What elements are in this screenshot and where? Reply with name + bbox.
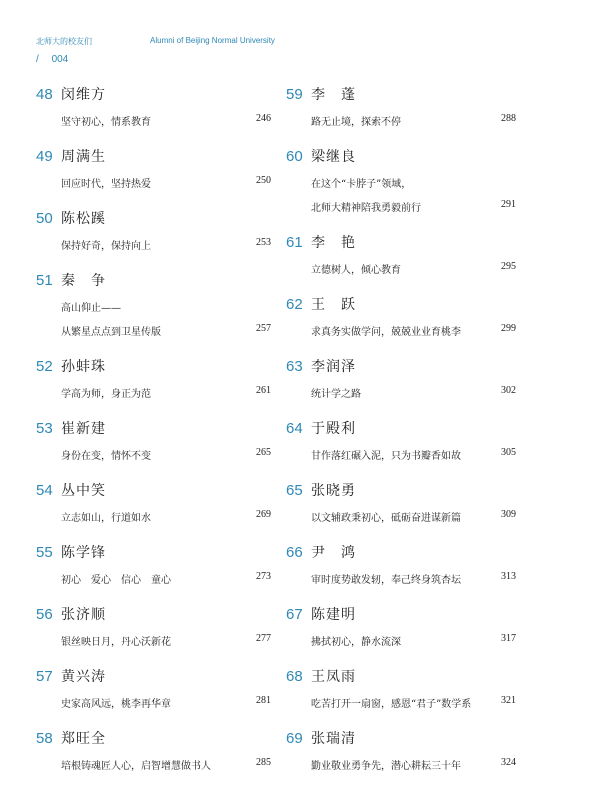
entry-title-line[interactable]	[61, 757, 271, 772]
entry-number: 57	[36, 668, 53, 685]
toc-entry[interactable]	[286, 84, 516, 146]
entry-number: 59	[286, 86, 303, 103]
entry-page-number: 299	[501, 323, 516, 334]
toc-entry[interactable]	[36, 666, 271, 728]
toc-entry[interactable]	[286, 232, 516, 294]
toc-entry[interactable]	[36, 604, 271, 666]
entry-heading	[286, 604, 516, 626]
page-number-value: 004	[51, 54, 69, 65]
entry-heading	[286, 294, 516, 316]
entry-page-number: 309	[501, 509, 516, 520]
entry-title-line[interactable]	[61, 695, 271, 710]
entry-author-name: 张晓勇	[311, 483, 356, 499]
entry-heading	[286, 666, 516, 688]
header-title-cn: 北师大的校友们	[36, 37, 92, 46]
entry-number: 63	[286, 358, 303, 375]
entry-heading	[36, 84, 271, 106]
entry-title: 北师大精神陪我勇毅前行	[311, 203, 421, 214]
entry-page-number: 291	[501, 199, 516, 210]
entry-heading	[36, 146, 271, 168]
entry-title: 史家高风远，桃李再华章	[61, 699, 171, 710]
entry-page-number: 288	[501, 113, 516, 124]
entry-heading	[286, 418, 516, 440]
entry-heading	[36, 666, 271, 688]
entry-author-name: 李 艳	[311, 235, 356, 251]
entry-title-line[interactable]	[311, 175, 516, 190]
entry-page-number: 269	[256, 509, 271, 520]
entry-title: 立德树人，倾心教育	[311, 265, 401, 276]
entry-title-line[interactable]	[311, 695, 516, 710]
entry-author-name: 丛中笑	[61, 483, 106, 499]
entry-heading	[286, 146, 516, 168]
toc-left-column	[36, 84, 271, 790]
entry-author-name: 陈建明	[311, 607, 356, 623]
toc-entry[interactable]	[36, 84, 271, 146]
entry-heading	[286, 84, 516, 106]
entry-title: 路无止境，探索不停	[311, 117, 401, 128]
entry-author-name: 陈松蹊	[61, 211, 106, 227]
entry-author-name: 尹 鸿	[311, 545, 356, 561]
entry-number: 62	[286, 296, 303, 313]
entry-author-name: 孙蚌珠	[61, 359, 106, 375]
entry-title: 银丝映日月，丹心沃新花	[61, 637, 171, 648]
entry-title: 勤业敬业勇争先，潜心耕耘三十年	[311, 761, 461, 772]
entry-number: 64	[286, 420, 303, 437]
entry-author-name: 李 蓬	[311, 87, 356, 103]
entry-page-number: 253	[256, 237, 271, 248]
entry-title-line[interactable]	[61, 509, 271, 524]
entry-title-line[interactable]	[61, 299, 271, 314]
entry-number: 69	[286, 730, 303, 747]
entry-title-line[interactable]	[311, 385, 516, 400]
entry-title: 吃苦打开一扇窗，感恩“君子”数学系	[311, 699, 472, 710]
entry-title: 高山仰止——	[61, 303, 121, 314]
entry-title: 学高为师，身正为范	[61, 389, 151, 400]
entry-page-number: 324	[501, 757, 516, 768]
entry-page-number: 305	[501, 447, 516, 458]
toc-entry[interactable]	[36, 480, 271, 542]
entry-number: 55	[36, 544, 53, 561]
entry-title-line[interactable]	[311, 509, 516, 524]
entry-heading	[36, 418, 271, 440]
entry-author-name: 张济顺	[61, 607, 106, 623]
entry-title: 审时度势敢发轫，奉己终身筑杏坛	[311, 575, 461, 586]
entry-title-line[interactable]	[61, 113, 271, 128]
entry-page-number: 317	[501, 633, 516, 644]
entry-heading	[36, 480, 271, 502]
entry-title: 统计学之路	[311, 389, 361, 400]
entry-title: 求真务实做学问，兢兢业业育桃李	[311, 327, 461, 338]
toc-entry[interactable]	[36, 542, 271, 604]
entry-page-number: 277	[256, 633, 271, 644]
toc-entry[interactable]	[286, 294, 516, 356]
entry-title-line[interactable]	[61, 571, 271, 586]
entry-page-number: 281	[256, 695, 271, 706]
entry-title-line[interactable]	[61, 175, 271, 190]
entry-author-name: 梁继良	[311, 149, 356, 165]
entry-heading	[286, 542, 516, 564]
entry-title: 在这个“卡脖子”领域，	[311, 179, 412, 190]
entry-title-line[interactable]	[61, 323, 271, 338]
entry-author-name: 陈学锋	[61, 545, 106, 561]
entry-author-name: 李润泽	[311, 359, 356, 375]
entry-title-line[interactable]	[311, 261, 516, 276]
entry-heading	[36, 270, 271, 292]
toc-entry[interactable]	[36, 146, 271, 208]
toc-entry[interactable]	[286, 356, 516, 418]
toc-entry[interactable]	[286, 418, 516, 480]
entry-page-number: 246	[256, 113, 271, 124]
toc-entry[interactable]	[36, 356, 271, 418]
entry-title-line[interactable]	[311, 633, 516, 648]
entry-page-number: 261	[256, 385, 271, 396]
entry-number: 60	[286, 148, 303, 165]
entry-author-name: 郑旺全	[61, 731, 106, 747]
toc-right-column	[286, 84, 516, 790]
entry-author-name: 黄兴涛	[61, 669, 106, 685]
toc-entry[interactable]	[36, 208, 271, 270]
entry-number: 67	[286, 606, 303, 623]
entry-title: 从繁星点点到卫星传版	[61, 327, 161, 338]
toc-entry[interactable]	[286, 604, 516, 666]
entry-page-number: 250	[256, 175, 271, 186]
entry-page-number: 321	[501, 695, 516, 706]
entry-page-number: 273	[256, 571, 271, 582]
entry-number: 50	[36, 210, 53, 227]
entry-title-line[interactable]	[311, 323, 516, 338]
entry-heading	[36, 542, 271, 564]
entry-page-number: 313	[501, 571, 516, 582]
entry-title: 初心 爱心 信心 童心	[61, 575, 171, 586]
running-header	[36, 36, 275, 47]
entry-heading	[286, 232, 516, 254]
entry-title-line[interactable]	[311, 113, 516, 128]
entry-number: 48	[36, 86, 53, 103]
entry-title: 保持好奇，保持向上	[61, 241, 151, 252]
entry-author-name: 王凤雨	[311, 669, 356, 685]
entry-heading	[36, 208, 271, 230]
entry-title: 培根铸魂匠人心，启智增慧做书人	[61, 761, 211, 772]
entry-title: 以文辅政秉初心，砥砺奋进谋新篇	[311, 513, 461, 524]
toc-entry[interactable]	[36, 418, 271, 480]
entry-number: 66	[286, 544, 303, 561]
entry-title-line[interactable]	[311, 447, 516, 462]
entry-title: 甘作落红碾入泥，只为书瓣香如故	[311, 451, 461, 462]
entry-number: 53	[36, 420, 53, 437]
entry-number: 65	[286, 482, 303, 499]
entry-number: 52	[36, 358, 53, 375]
toc-entry[interactable]	[286, 542, 516, 604]
entry-author-name: 王 跃	[311, 297, 356, 313]
entry-number: 58	[36, 730, 53, 747]
entry-author-name: 闵维方	[61, 87, 106, 103]
entry-heading	[36, 604, 271, 626]
entry-heading	[36, 356, 271, 378]
toc-entry[interactable]	[36, 270, 271, 356]
entry-title-line[interactable]	[61, 447, 271, 462]
entry-title: 立志如山，行道如水	[61, 513, 151, 524]
entry-title: 拂拭初心，静水流深	[311, 637, 401, 648]
entry-author-name: 于殿利	[311, 421, 356, 437]
entry-title-line[interactable]	[311, 571, 516, 586]
entry-number: 54	[36, 482, 53, 499]
entry-page-number: 302	[501, 385, 516, 396]
header-title-en: Alumni of Beijing Normal University	[150, 36, 275, 45]
entry-heading	[286, 480, 516, 502]
entry-heading	[286, 356, 516, 378]
entry-title: 身份在变，情怀不变	[61, 451, 151, 462]
entry-page-number: 295	[501, 261, 516, 272]
entry-author-name: 张瑞清	[311, 731, 356, 747]
toc-entry[interactable]	[286, 146, 516, 232]
entry-number: 61	[286, 234, 303, 251]
entry-number: 68	[286, 668, 303, 685]
entry-heading	[36, 728, 271, 750]
entry-title-line[interactable]	[311, 199, 516, 214]
page-slash: /	[36, 54, 39, 65]
entry-page-number: 257	[256, 323, 271, 334]
entry-title-line[interactable]	[61, 385, 271, 400]
entry-title-line[interactable]	[61, 237, 271, 252]
entry-title-line[interactable]	[311, 757, 516, 772]
entry-title-line[interactable]	[61, 633, 271, 648]
entry-title: 回应时代，坚持热爱	[61, 179, 151, 190]
entry-title: 坚守初心，情系教育	[61, 117, 151, 128]
entry-page-number: 285	[256, 757, 271, 768]
toc-entry[interactable]	[36, 728, 271, 790]
toc-entry[interactable]	[286, 666, 516, 728]
entry-number: 56	[36, 606, 53, 623]
entry-number: 49	[36, 148, 53, 165]
entry-number: 51	[36, 272, 53, 289]
toc-entry[interactable]	[286, 480, 516, 542]
page-number	[36, 54, 68, 65]
entry-heading	[286, 728, 516, 750]
entry-author-name: 崔新建	[61, 421, 106, 437]
entry-author-name: 秦 争	[61, 273, 106, 289]
toc-entry[interactable]	[286, 728, 516, 790]
entry-page-number: 265	[256, 447, 271, 458]
entry-author-name: 周满生	[61, 149, 106, 165]
